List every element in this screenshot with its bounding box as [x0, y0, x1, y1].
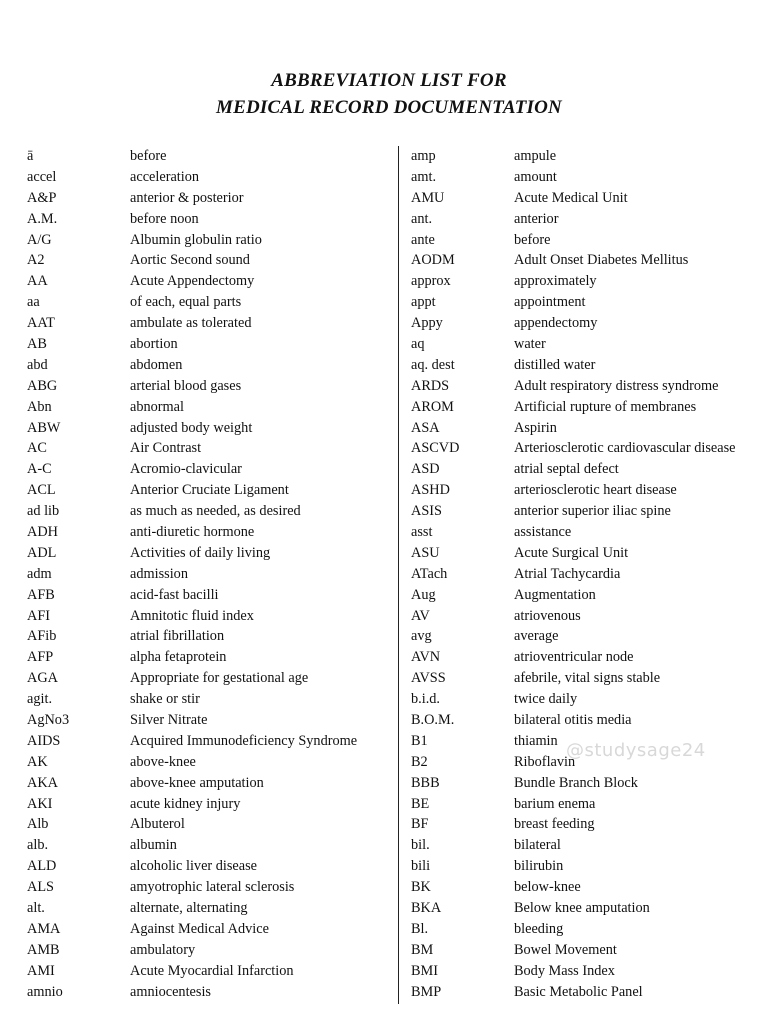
abbreviation-row — [411, 877, 763, 898]
abbreviation-meaning: Albuterol — [130, 816, 185, 833]
abbreviation-row — [27, 835, 389, 856]
abbreviation-meaning: Amnitotic fluid index — [130, 607, 254, 624]
abbreviation-row — [411, 480, 763, 501]
abbreviation-row — [27, 856, 389, 877]
abbreviation-row — [27, 961, 389, 982]
abbreviation-row — [411, 606, 763, 627]
abbreviation-row — [27, 397, 389, 418]
abbreviation-row — [27, 501, 389, 522]
abbreviation-row — [27, 731, 389, 752]
abbreviation-meaning: Aortic Second sound — [130, 252, 250, 269]
abbreviation-meaning: Adult respiratory distress syndrome — [514, 377, 719, 394]
abbreviation-meaning: Basic Metabolic Panel — [514, 983, 643, 1000]
abbreviation-term: BMI — [411, 962, 439, 979]
abbreviation-meaning: Against Medical Advice — [130, 920, 269, 937]
abbreviation-meaning: Arteriosclerotic cardiovascular disease — [514, 440, 736, 457]
abbreviation-meaning: Acquired Immunodeficiency Syndrome — [130, 732, 358, 749]
abbreviation-term: A.M. — [27, 210, 58, 227]
abbreviation-row — [411, 585, 763, 606]
abbreviation-term: Alb — [27, 816, 49, 833]
abbreviation-meaning: Body Mass Index — [514, 962, 615, 979]
abbreviation-term: amt. — [411, 168, 437, 185]
abbreviation-term: ad lib — [27, 503, 60, 520]
abbreviation-term: ASA — [411, 419, 440, 436]
abbreviation-meaning: Acute Myocardial Infarction — [130, 962, 294, 979]
abbreviation-row — [27, 230, 389, 251]
abbreviation-meaning: thiamin — [514, 732, 558, 749]
abbreviation-term: A&P — [27, 189, 57, 206]
abbreviation-term: accel — [27, 168, 57, 185]
abbreviation-row — [411, 334, 763, 355]
abbreviation-meaning: bilateral — [514, 837, 561, 854]
abbreviation-term: AVN — [411, 649, 441, 666]
abbreviation-row — [27, 710, 389, 731]
abbreviation-term: ant. — [411, 210, 433, 227]
abbreviation-meaning: ambulate as tolerated — [130, 315, 252, 332]
abbreviation-term: alb. — [27, 837, 49, 854]
abbreviation-row — [27, 898, 389, 919]
abbreviation-term: AFI — [27, 607, 51, 624]
abbreviation-row — [27, 250, 389, 271]
abbreviation-meaning: atrial fibrillation — [130, 628, 225, 645]
abbreviation-meaning: barium enema — [514, 795, 596, 812]
abbreviation-term: AgNo3 — [27, 711, 70, 728]
abbreviation-row — [411, 626, 763, 647]
abbreviation-term: BM — [411, 941, 434, 958]
abbreviation-meaning: appointment — [514, 294, 586, 311]
abbreviation-term: aq. dest — [411, 356, 455, 373]
abbreviation-row — [411, 459, 763, 480]
document-title-line-1: ABBREVIATION LIST FOR — [271, 70, 507, 91]
abbreviation-row — [27, 752, 389, 773]
abbreviation-meaning: assistance — [514, 523, 572, 540]
abbreviation-meaning: Acute Appendectomy — [130, 273, 255, 290]
abbreviation-meaning: atrioventricular node — [514, 649, 634, 666]
abbreviation-term: BK — [411, 879, 431, 896]
abbreviation-meaning: Air Contrast — [130, 440, 202, 457]
abbreviation-meaning: Augmentation — [514, 586, 596, 603]
abbreviation-row — [27, 564, 389, 585]
abbreviation-row — [27, 313, 389, 334]
abbreviation-meaning: approximately — [514, 273, 597, 290]
abbreviation-row — [411, 438, 763, 459]
abbreviation-meaning: anterior superior iliac spine — [514, 503, 671, 520]
abbreviation-row — [27, 522, 389, 543]
abbreviation-row — [411, 898, 763, 919]
abbreviation-term: AODM — [411, 252, 455, 269]
abbreviation-row — [27, 689, 389, 710]
abbreviation-term: ADL — [27, 544, 57, 561]
abbreviation-row — [27, 292, 389, 313]
abbreviation-term: ABW — [27, 419, 61, 436]
abbreviation-meaning: above-knee amputation — [130, 774, 264, 791]
abbreviation-meaning: amyotrophic lateral sclerosis — [130, 879, 295, 896]
abbreviation-row — [27, 919, 389, 940]
abbreviation-row — [411, 522, 763, 543]
abbreviation-row — [27, 606, 389, 627]
abbreviation-row — [411, 689, 763, 710]
abbreviation-term: AIDS — [27, 732, 61, 749]
abbreviation-meaning: before — [130, 147, 167, 164]
abbreviation-term: AV — [411, 607, 430, 624]
abbreviation-term: amp — [411, 147, 436, 164]
abbreviation-term: AC — [27, 440, 47, 457]
left-abbreviation-column — [27, 146, 389, 1003]
abbreviation-meaning: breast feeding — [514, 816, 595, 833]
abbreviation-meaning: abnormal — [130, 398, 184, 415]
abbreviation-term: AMA — [27, 920, 61, 937]
abbreviation-meaning: Artificial rupture of membranes — [514, 398, 697, 415]
abbreviation-meaning: water — [514, 335, 546, 352]
abbreviation-term: amnio — [27, 983, 63, 1000]
abbreviation-row — [411, 397, 763, 418]
abbreviation-row — [27, 438, 389, 459]
abbreviation-row — [27, 459, 389, 480]
abbreviation-meaning: above-knee — [130, 753, 196, 770]
abbreviation-meaning: alcoholic liver disease — [130, 858, 258, 875]
abbreviation-term: b.i.d. — [411, 691, 440, 708]
abbreviation-meaning: amniocentesis — [130, 983, 211, 1000]
abbreviation-row — [27, 355, 389, 376]
abbreviation-term: Abn — [27, 398, 52, 415]
abbreviation-row — [411, 188, 763, 209]
abbreviation-row — [411, 564, 763, 585]
abbreviation-row — [27, 877, 389, 898]
right-abbreviation-column — [411, 146, 763, 1003]
abbreviation-row — [411, 815, 763, 836]
abbreviation-meaning: below-knee — [514, 879, 581, 896]
abbreviation-row — [411, 710, 763, 731]
abbreviation-meaning: Silver Nitrate — [130, 711, 208, 728]
abbreviation-meaning: acute kidney injury — [130, 795, 241, 812]
abbreviation-row — [411, 940, 763, 961]
abbreviation-term: ARDS — [411, 377, 450, 394]
abbreviation-meaning: abortion — [130, 335, 178, 352]
abbreviation-meaning: albumin — [130, 837, 177, 854]
abbreviation-meaning: acid-fast bacilli — [130, 586, 219, 603]
abbreviation-term: BMP — [411, 983, 442, 1000]
abbreviation-row — [27, 209, 389, 230]
abbreviation-meaning: average — [514, 628, 559, 645]
abbreviation-term: A-C — [27, 461, 52, 478]
abbreviation-row — [411, 501, 763, 522]
watermark: @studysage24 — [566, 740, 706, 761]
abbreviation-meaning: abdomen — [130, 356, 183, 373]
abbreviation-row — [27, 585, 389, 606]
abbreviation-row — [27, 376, 389, 397]
abbreviation-term: asst — [411, 523, 433, 540]
abbreviation-row — [27, 334, 389, 355]
abbreviation-row — [411, 418, 763, 439]
abbreviation-term: ante — [411, 231, 435, 248]
abbreviation-term: ASHD — [411, 482, 450, 499]
abbreviation-meaning: alternate, alternating — [130, 900, 248, 916]
abbreviation-term: AK — [27, 753, 48, 770]
abbreviation-term: AA — [27, 273, 48, 290]
abbreviation-meaning: anterior & posterior — [130, 189, 244, 206]
abbreviation-row — [27, 982, 389, 1003]
abbreviation-meaning: bleeding — [514, 920, 564, 937]
abbreviation-meaning: afebrile, vital signs stable — [514, 670, 661, 687]
document-title-line-2: MEDICAL RECORD DOCUMENTATION — [216, 97, 562, 118]
abbreviation-meaning: Atrial Tachycardia — [514, 565, 621, 582]
abbreviation-row — [411, 313, 763, 334]
abbreviation-meaning: appendectomy — [514, 315, 598, 332]
abbreviation-meaning: arteriosclerotic heart disease — [514, 482, 677, 499]
abbreviation-row — [27, 794, 389, 815]
abbreviation-meaning: amount — [514, 168, 557, 185]
abbreviation-term: BKA — [411, 900, 442, 916]
abbreviation-meaning: atriovenous — [514, 607, 581, 624]
abbreviation-term: ACL — [27, 482, 56, 499]
abbreviation-term: AAT — [27, 315, 55, 332]
abbreviation-term: Aug — [411, 586, 436, 603]
abbreviation-meaning: atrial septal defect — [514, 461, 619, 478]
abbreviation-term: avg — [411, 628, 432, 645]
abbreviation-meaning: distilled water — [514, 356, 596, 373]
abbreviation-row — [411, 794, 763, 815]
abbreviation-row — [411, 919, 763, 940]
abbreviation-row — [27, 940, 389, 961]
abbreviation-meaning: Activities of daily living — [130, 544, 271, 561]
abbreviation-row — [411, 835, 763, 856]
abbreviation-term: appt — [411, 294, 436, 311]
abbreviation-term: BE — [411, 795, 430, 812]
abbreviation-term: AVSS — [411, 670, 446, 687]
abbreviation-term: Appy — [411, 315, 443, 332]
abbreviation-meaning: Albumin globulin ratio — [130, 231, 262, 248]
abbreviation-term: ASIS — [411, 503, 442, 520]
abbreviation-row — [411, 167, 763, 188]
abbreviation-term: AMU — [411, 189, 445, 206]
abbreviation-meaning: Bundle Branch Block — [514, 774, 638, 791]
abbreviation-term: AKI — [27, 795, 53, 812]
abbreviation-row — [411, 146, 763, 167]
abbreviation-term: ASU — [411, 544, 440, 561]
abbreviation-row — [411, 668, 763, 689]
abbreviation-term: ABG — [27, 377, 58, 394]
abbreviation-term: bil. — [411, 837, 430, 854]
abbreviation-term: abd — [27, 356, 48, 373]
abbreviation-term: BF — [411, 816, 429, 833]
abbreviation-term: AMB — [27, 941, 60, 958]
abbreviation-term: B2 — [411, 753, 428, 770]
abbreviation-row — [27, 815, 389, 836]
abbreviation-row — [27, 271, 389, 292]
abbreviation-meaning: ampule — [514, 147, 557, 164]
abbreviation-row — [411, 543, 763, 564]
abbreviation-meaning: Below knee amputation — [514, 900, 650, 916]
abbreviation-meaning: Adult Onset Diabetes Mellitus — [514, 252, 689, 269]
abbreviation-term: ADH — [27, 523, 58, 540]
abbreviation-row — [411, 961, 763, 982]
abbreviation-row — [411, 376, 763, 397]
abbreviation-meaning: Acromio-clavicular — [130, 461, 242, 478]
abbreviation-meaning: as much as needed, as desired — [130, 503, 301, 520]
abbreviation-term: B1 — [411, 732, 428, 749]
abbreviation-term: A/G — [27, 231, 52, 248]
column-divider — [398, 146, 399, 1004]
abbreviation-meaning: shake or stir — [130, 691, 200, 708]
abbreviation-row — [411, 209, 763, 230]
abbreviation-term: ATach — [411, 565, 448, 582]
abbreviation-row — [27, 146, 389, 167]
abbreviation-meaning: adjusted body weight — [130, 419, 253, 436]
abbreviation-row — [27, 668, 389, 689]
abbreviation-row — [27, 647, 389, 668]
abbreviation-row — [411, 271, 763, 292]
abbreviation-term: adm — [27, 565, 52, 582]
abbreviation-meaning: before — [514, 231, 551, 248]
abbreviation-term: AGA — [27, 670, 58, 687]
abbreviation-term: AFP — [27, 649, 54, 666]
abbreviation-row — [411, 982, 763, 1003]
abbreviation-term: alt. — [27, 900, 45, 916]
abbreviation-meaning: bilateral otitis media — [514, 711, 632, 728]
abbreviation-term: aa — [27, 294, 40, 311]
abbreviation-row — [411, 355, 763, 376]
abbreviation-meaning: Aspirin — [514, 419, 557, 436]
abbreviation-term: ALS — [27, 879, 55, 896]
abbreviation-term: A2 — [27, 252, 45, 269]
abbreviation-row — [411, 647, 763, 668]
abbreviation-meaning: Anterior Cruciate Ligament — [130, 482, 289, 499]
abbreviation-meaning: alpha fetaprotein — [130, 649, 227, 666]
abbreviation-row — [27, 626, 389, 647]
abbreviation-meaning: Acute Surgical Unit — [514, 544, 629, 561]
abbreviation-term: ā — [27, 147, 34, 164]
abbreviation-row — [411, 773, 763, 794]
abbreviation-term: AFib — [27, 628, 57, 645]
abbreviation-row — [27, 480, 389, 501]
abbreviation-row — [27, 188, 389, 209]
abbreviation-meaning: before noon — [130, 210, 199, 227]
abbreviation-term: bili — [411, 858, 431, 875]
abbreviation-row — [411, 856, 763, 877]
abbreviation-term: agit. — [27, 691, 53, 708]
abbreviation-meaning: Bowel Movement — [514, 941, 617, 958]
abbreviation-meaning: anti-diuretic hormone — [130, 523, 255, 540]
abbreviation-term: AB — [27, 335, 47, 352]
abbreviation-term: BBB — [411, 774, 440, 791]
abbreviation-meaning: admission — [130, 565, 188, 582]
abbreviation-term: aq — [411, 335, 425, 352]
abbreviation-row — [411, 230, 763, 251]
abbreviation-term: ASCVD — [411, 440, 460, 457]
abbreviation-row — [27, 167, 389, 188]
abbreviation-meaning: of each, equal parts — [130, 294, 242, 311]
abbreviation-term: AMI — [27, 962, 55, 979]
abbreviation-meaning: ambulatory — [130, 941, 196, 958]
abbreviation-meaning: anterior — [514, 210, 559, 227]
abbreviation-term: AROM — [411, 398, 454, 415]
abbreviation-meaning: twice daily — [514, 691, 578, 708]
abbreviation-term: ALD — [27, 858, 57, 875]
abbreviation-term: AFB — [27, 586, 55, 603]
abbreviation-meaning: Riboflavin — [514, 753, 576, 770]
abbreviation-term: Bl. — [411, 920, 429, 937]
abbreviation-meaning: acceleration — [130, 168, 200, 185]
abbreviation-term: B.O.M. — [411, 711, 455, 728]
abbreviation-row — [27, 543, 389, 564]
abbreviation-meaning: arterial blood gases — [130, 377, 242, 394]
abbreviation-row — [27, 773, 389, 794]
abbreviation-meaning: bilirubin — [514, 858, 564, 875]
abbreviation-row — [411, 250, 763, 271]
abbreviation-row — [27, 418, 389, 439]
abbreviation-meaning: Appropriate for gestational age — [130, 670, 309, 687]
abbreviation-row — [411, 292, 763, 313]
abbreviation-term: approx — [411, 273, 451, 290]
abbreviation-term: AKA — [27, 774, 58, 791]
abbreviation-term: ASD — [411, 461, 440, 478]
abbreviation-meaning: Acute Medical Unit — [514, 189, 628, 206]
